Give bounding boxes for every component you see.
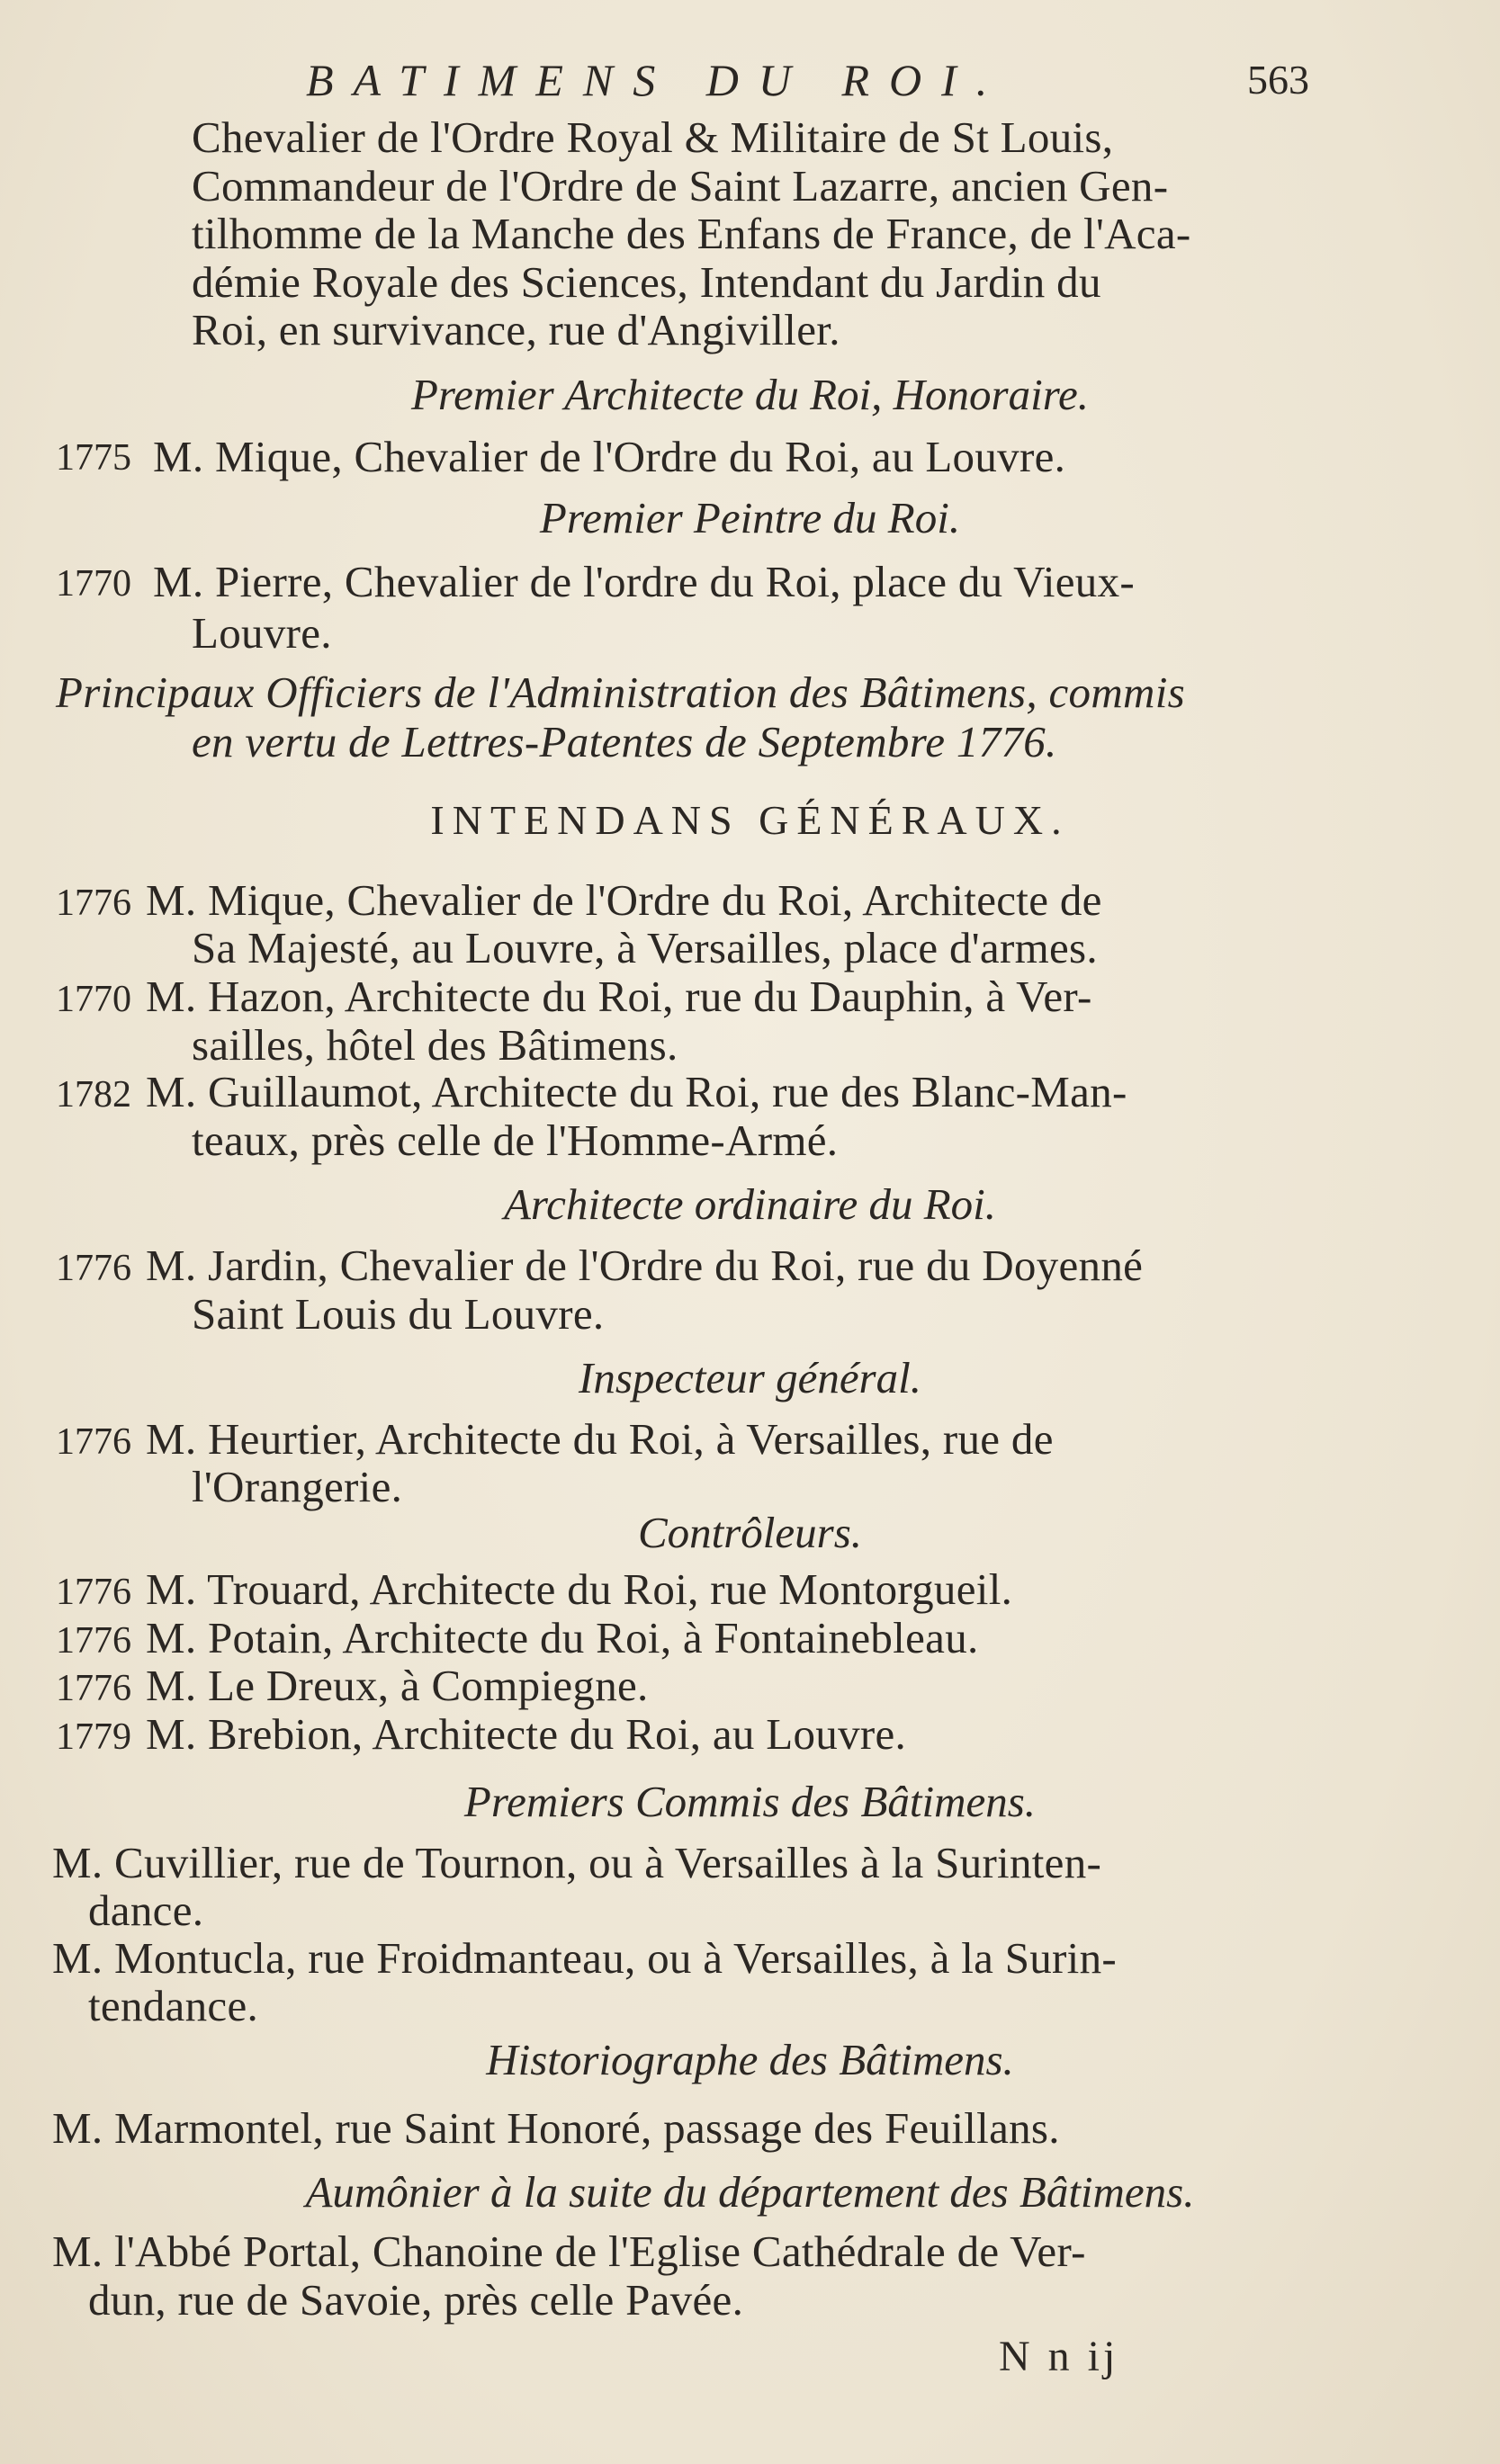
signature-mark: N n ij [999, 2333, 1119, 2380]
section-heading: Inspecteur général. [579, 1353, 921, 1402]
section-heading-caps: INTENDANS GÉNÉRAUX. [430, 797, 1070, 843]
section-heading: Contrôleurs. [637, 1508, 863, 1557]
entry-line: Saint Louis du Louvre. [192, 1289, 605, 1339]
section-heading: Historiographe des Bâtimens. [486, 2035, 1014, 2084]
entry-line: Sa Majesté, au Louvre, à Versailles, place d'armes. [192, 923, 1098, 972]
entry-line: M. Pierre, Chevalier de l'ordre du Roi, place du Vieux- [153, 557, 1136, 606]
entry-year: 1776 [56, 1421, 131, 1463]
entry-line: M. Le Dreux, à Compiegne. [146, 1661, 649, 1710]
entry-line: M. Guillaumot, Architecte du Roi, rue des Blanc-Man- [146, 1067, 1127, 1116]
section-heading: Principaux Officiers de l'Administration des Bâtimens, commis [56, 668, 1185, 717]
entry-line: sailles, hôtel des Bâtimens. [192, 1020, 678, 1070]
entry-line: M. Brebion, Architecte du Roi, au Louvre. [146, 1709, 907, 1759]
entry-line: dance. [88, 1886, 204, 1935]
entry-line: M. Trouard, Architecte du Roi, rue Montorgueil. [146, 1564, 1013, 1614]
entry-line: l'Orangerie. [192, 1462, 403, 1511]
intro-line: Commandeur de l'Ordre de Saint Lazarre, ancien Gen- [192, 161, 1169, 211]
entry-year: 1776 [56, 1248, 131, 1289]
entry-year: 1782 [56, 1074, 131, 1116]
section-heading: Premier Peintre du Roi. [539, 493, 961, 542]
entry-line: M. l'Abbé Portal, Chanoine de l'Eglise Cathédrale de Ver- [52, 2227, 1086, 2276]
entry-year: 1776 [56, 1572, 131, 1613]
entry-year: 1779 [56, 1716, 131, 1758]
section-heading: Premiers Commis des Bâtimens. [463, 1777, 1037, 1826]
entry-year: 1776 [56, 1668, 131, 1709]
entry-year: 1770 [56, 979, 131, 1020]
entry-line: M. Mique, Chevalier de l'Ordre du Roi, Architecte de [146, 875, 1102, 925]
running-title: BATIMENS DU ROI. [306, 55, 1008, 105]
entry-line: M. Marmontel, rue Saint Honoré, passage des Feuillans. [52, 2103, 1060, 2153]
entry-line: teaux, près celle de l'Homme-Armé. [192, 1116, 839, 1165]
entry-line: M. Cuvillier, rue de Tournon, ou à Versailles à la Surinten- [52, 1838, 1102, 1887]
section-heading: en vertu de Lettres-Patentes de Septembre 1776. [192, 717, 1057, 766]
entry-line: dun, rue de Savoie, près celle Pavée. [88, 2275, 744, 2325]
entry-line: Louvre. [192, 608, 332, 658]
page-number: 563 [1247, 57, 1309, 103]
entry-line: M. Hazon, Architecte du Roi, rue du Dauphin, à Ver- [146, 972, 1092, 1021]
entry-year: 1776 [56, 883, 131, 924]
entry-year: 1775 [56, 437, 131, 479]
entry-line: M. Potain, Architecte du Roi, à Fontainebleau. [146, 1613, 979, 1662]
entry-line: M. Mique, Chevalier de l'Ordre du Roi, au Louvre. [153, 432, 1066, 481]
entry-line: M. Montucla, rue Froidmanteau, ou à Versailles, à la Surin- [52, 1933, 1118, 1983]
entry-line: tendance. [88, 1981, 259, 2030]
section-heading: Premier Architecte du Roi, Honoraire. [411, 370, 1089, 419]
entry-year: 1770 [56, 563, 131, 605]
entry-line: M. Heurtier, Architecte du Roi, à Versailles, rue de [146, 1414, 1054, 1464]
intro-line: tilhomme de la Manche des Enfans de France, de l'Aca- [192, 209, 1191, 258]
entry-line: M. Jardin, Chevalier de l'Ordre du Roi, rue du Doyenné [146, 1241, 1144, 1290]
section-heading: Aumônier à la suite du département des Bâtimens. [305, 2167, 1195, 2217]
intro-line: démie Royale des Sciences, Intendant du Jardin du [192, 257, 1101, 307]
entry-year: 1776 [56, 1620, 131, 1662]
intro-line: Roi, en survivance, rue d'Angiviller. [192, 305, 840, 354]
section-heading: Architecte ordinaire du Roi. [503, 1179, 997, 1229]
intro-line: Chevalier de l'Ordre Royal & Militaire de St Louis, [192, 112, 1114, 162]
